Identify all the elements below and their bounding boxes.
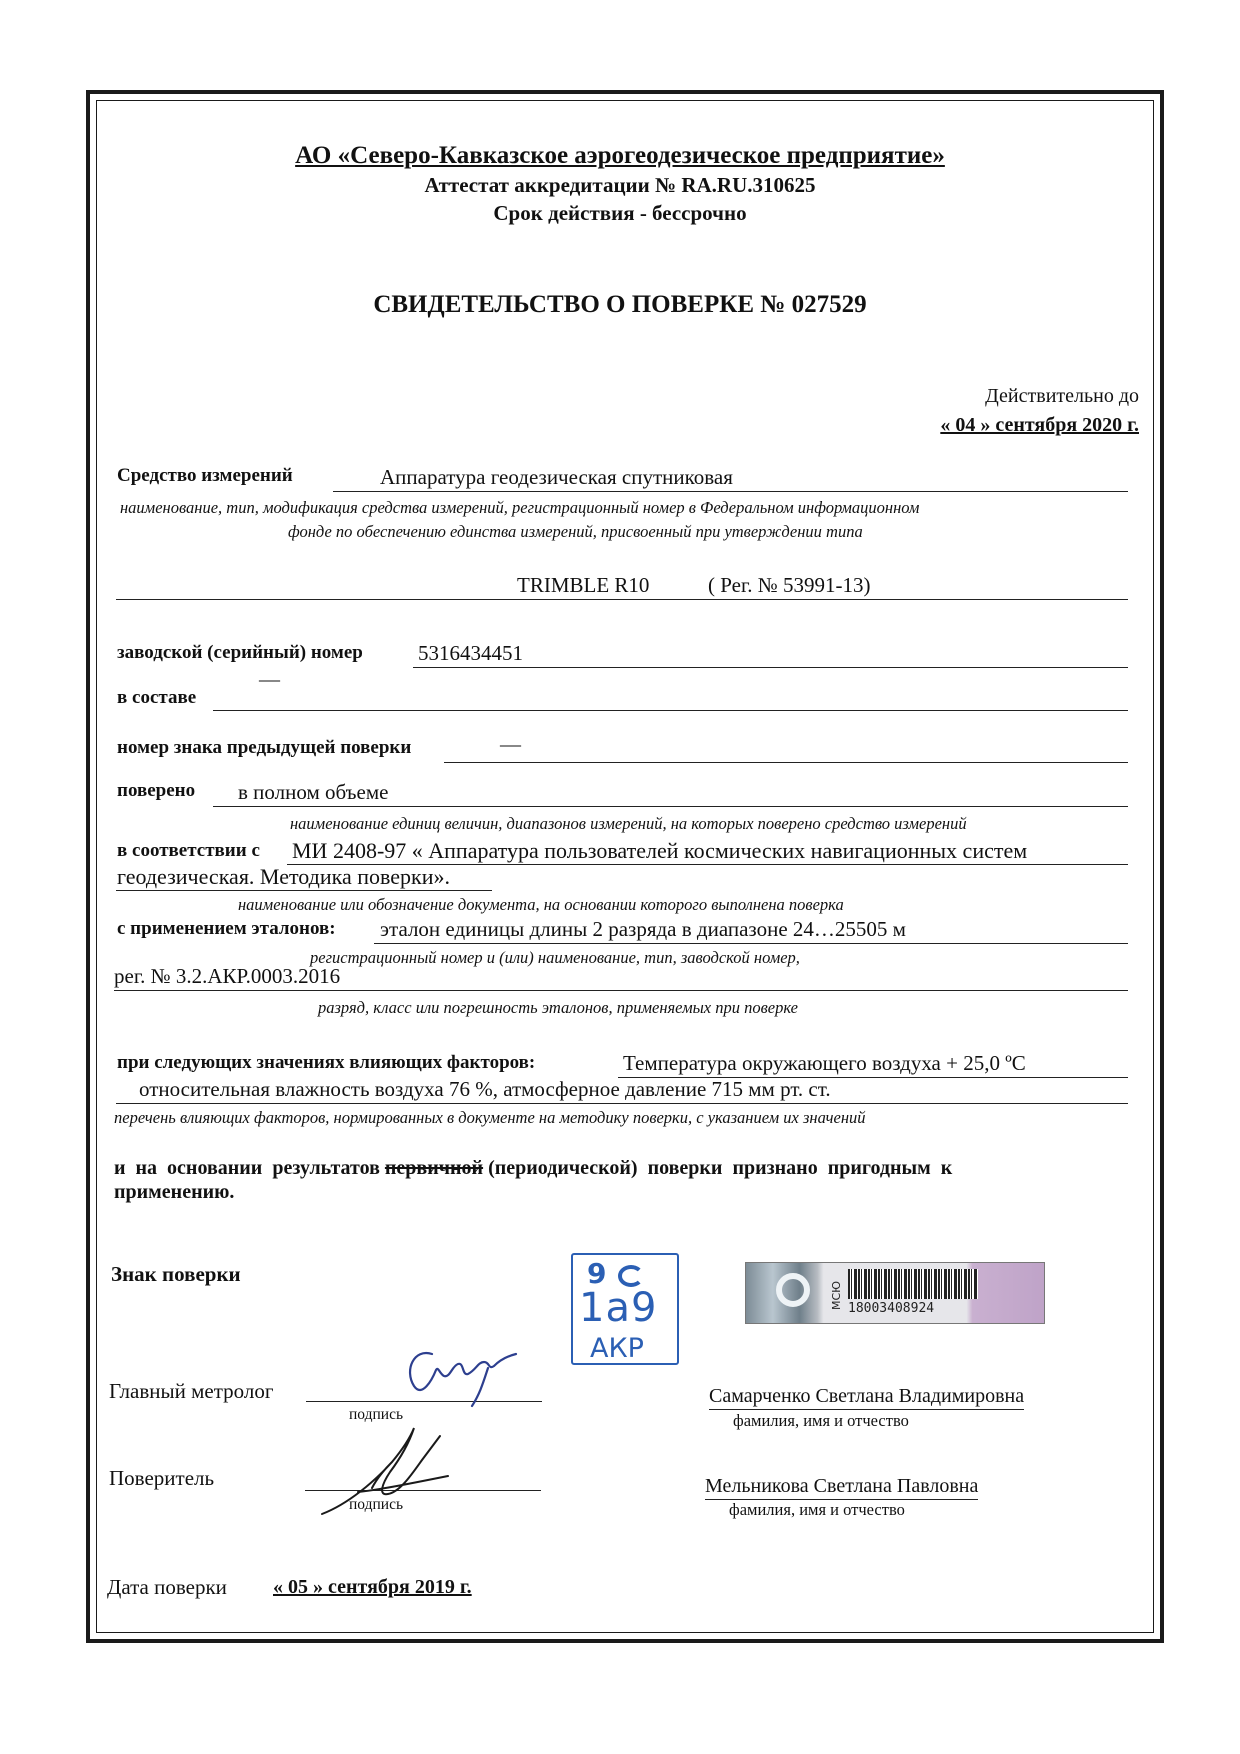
instrument-caption-1: наименование, тип, модификация средства измерений, регистрационный номер в Федеральном информационном: [120, 498, 920, 517]
stamp-bottom-text: АКР: [590, 1333, 644, 1364]
hologram-number: 18003408924: [848, 1301, 935, 1316]
instrument-label: Средство измерений: [117, 465, 293, 486]
valid-until-label: Действительно до: [985, 385, 1139, 407]
hologram-sticker: [745, 1262, 1045, 1324]
factors-label: при следующих значениях влияющих факторов:: [117, 1052, 536, 1073]
verifier-role: Поверитель: [109, 1466, 215, 1490]
previous-mark-label: номер знака предыдущей поверки: [117, 737, 412, 758]
conclusion-struck-word: первичной: [384, 1157, 484, 1179]
standards-caption-1: регистрационный номер и (или) наименование, тип, заводской номер,: [310, 948, 800, 967]
serial-label: заводской (серийный) номер: [117, 642, 363, 663]
standards-value-2: рег. № 3.2.АКР.0003.2016: [114, 964, 341, 988]
method-line-2: [116, 890, 492, 891]
instrument-caption-2: фонде по обеспечению единства измерений, присвоенный при утверждении типа: [288, 522, 863, 541]
chief-name-caption: фамилия, имя и отчество: [733, 1411, 909, 1430]
certificate-title: СВИДЕТЕЛЬСТВО О ПОВЕРКЕ № 027529: [373, 291, 867, 318]
barcode-icon: [848, 1269, 978, 1299]
serial-value: 5316434451: [418, 641, 523, 665]
serial-line: [413, 667, 1128, 668]
factors-line-2: [116, 1103, 1128, 1104]
model-line: [116, 599, 1128, 600]
composition-label: в составе: [117, 687, 197, 708]
verified-caption: наименование единиц величин, диапазонов измерений, на которых поверено средство измерений: [290, 814, 967, 833]
verifier-signature: [318, 1422, 458, 1518]
factors-caption: перечень влияющих факторов, нормированных в документе на методику поверки, с указанием их значений: [114, 1108, 866, 1127]
conclusion-part-2: (периодической) поверки признано пригодным к: [483, 1157, 953, 1179]
model-value: TRIMBLE R10: [517, 573, 650, 597]
verification-stamp: [571, 1253, 679, 1365]
organization-name: АО «Северо-Кавказское аэрогеодезическое предприятие»: [295, 142, 945, 169]
stamp-code: 1а9: [579, 1285, 658, 1331]
chief-metrologist-role: Главный метролог: [109, 1379, 274, 1403]
verified-label: поверено: [117, 780, 196, 801]
chief-signature: [392, 1340, 522, 1410]
composition-value: —: [259, 667, 280, 691]
registry-number: ( Рег. № 53991-13): [708, 573, 871, 597]
hologram-emblem-icon: [776, 1273, 810, 1307]
composition-line: [213, 710, 1128, 711]
method-value-1: МИ 2408-97 « Аппаратура пользователей космических навигационных систем: [292, 838, 1028, 863]
previous-mark-value: —: [500, 732, 521, 756]
chief-signature-caption: подпись: [349, 1406, 404, 1423]
instrument-value: Аппаратура геодезическая спутниковая: [380, 465, 733, 489]
standards-caption-2: разряд, класс или погрешность эталонов, применяемых при поверке: [318, 998, 798, 1017]
chief-metrologist-name: Самарченко Светлана Владимировна: [709, 1385, 1024, 1410]
hologram-label: МСЮ: [830, 1280, 844, 1311]
method-label: в соответствии с: [117, 840, 260, 861]
verification-mark-label: Знак поверки: [111, 1262, 241, 1286]
factors-value-2: относительная влажность воздуха 76 %, атмосферное давление 715 мм рт. ст.: [139, 1077, 831, 1101]
standards-line-1: [374, 943, 1128, 944]
valid-until-date: « 04 » сентября 2020 г.: [940, 414, 1139, 436]
standards-label: с применением эталонов:: [117, 918, 336, 939]
verifier-name: Мельникова Светлана Павловна: [705, 1475, 978, 1500]
factors-value-1: Температура окружающего воздуха + 25,0 ºС: [623, 1051, 1026, 1075]
conclusion-line-1: [114, 1157, 952, 1180]
conclusion-line-2: применению.: [114, 1181, 235, 1203]
previous-mark-line: [444, 762, 1128, 763]
stamp-top-number: 9: [587, 1257, 607, 1290]
verification-date-value: « 05 » сентября 2019 г.: [273, 1576, 472, 1598]
verifier-signature-caption: подпись: [349, 1496, 404, 1513]
instrument-line: [333, 491, 1128, 492]
standards-line-2: [114, 990, 1128, 991]
stamp-symbol-icon: [618, 1265, 644, 1287]
standards-value-1: эталон единицы длины 2 разряда в диапазоне 24…25505 м: [380, 917, 906, 941]
verified-value: в полном объеме: [238, 780, 389, 804]
conclusion-part-1: и на основании результатов: [114, 1157, 385, 1179]
method-caption: наименование или обозначение документа, на основании которого выполнена поверка: [238, 895, 844, 914]
verification-date-label: Дата поверки: [107, 1575, 227, 1599]
verified-line: [213, 806, 1128, 807]
accreditation-line: Аттестат аккредитации № RA.RU.310625: [424, 173, 816, 197]
verifier-name-caption: фамилия, имя и отчество: [729, 1500, 905, 1519]
method-value-2: геодезическая. Методика поверки».: [117, 864, 451, 889]
validity-line: Срок действия - бессрочно: [493, 201, 747, 225]
